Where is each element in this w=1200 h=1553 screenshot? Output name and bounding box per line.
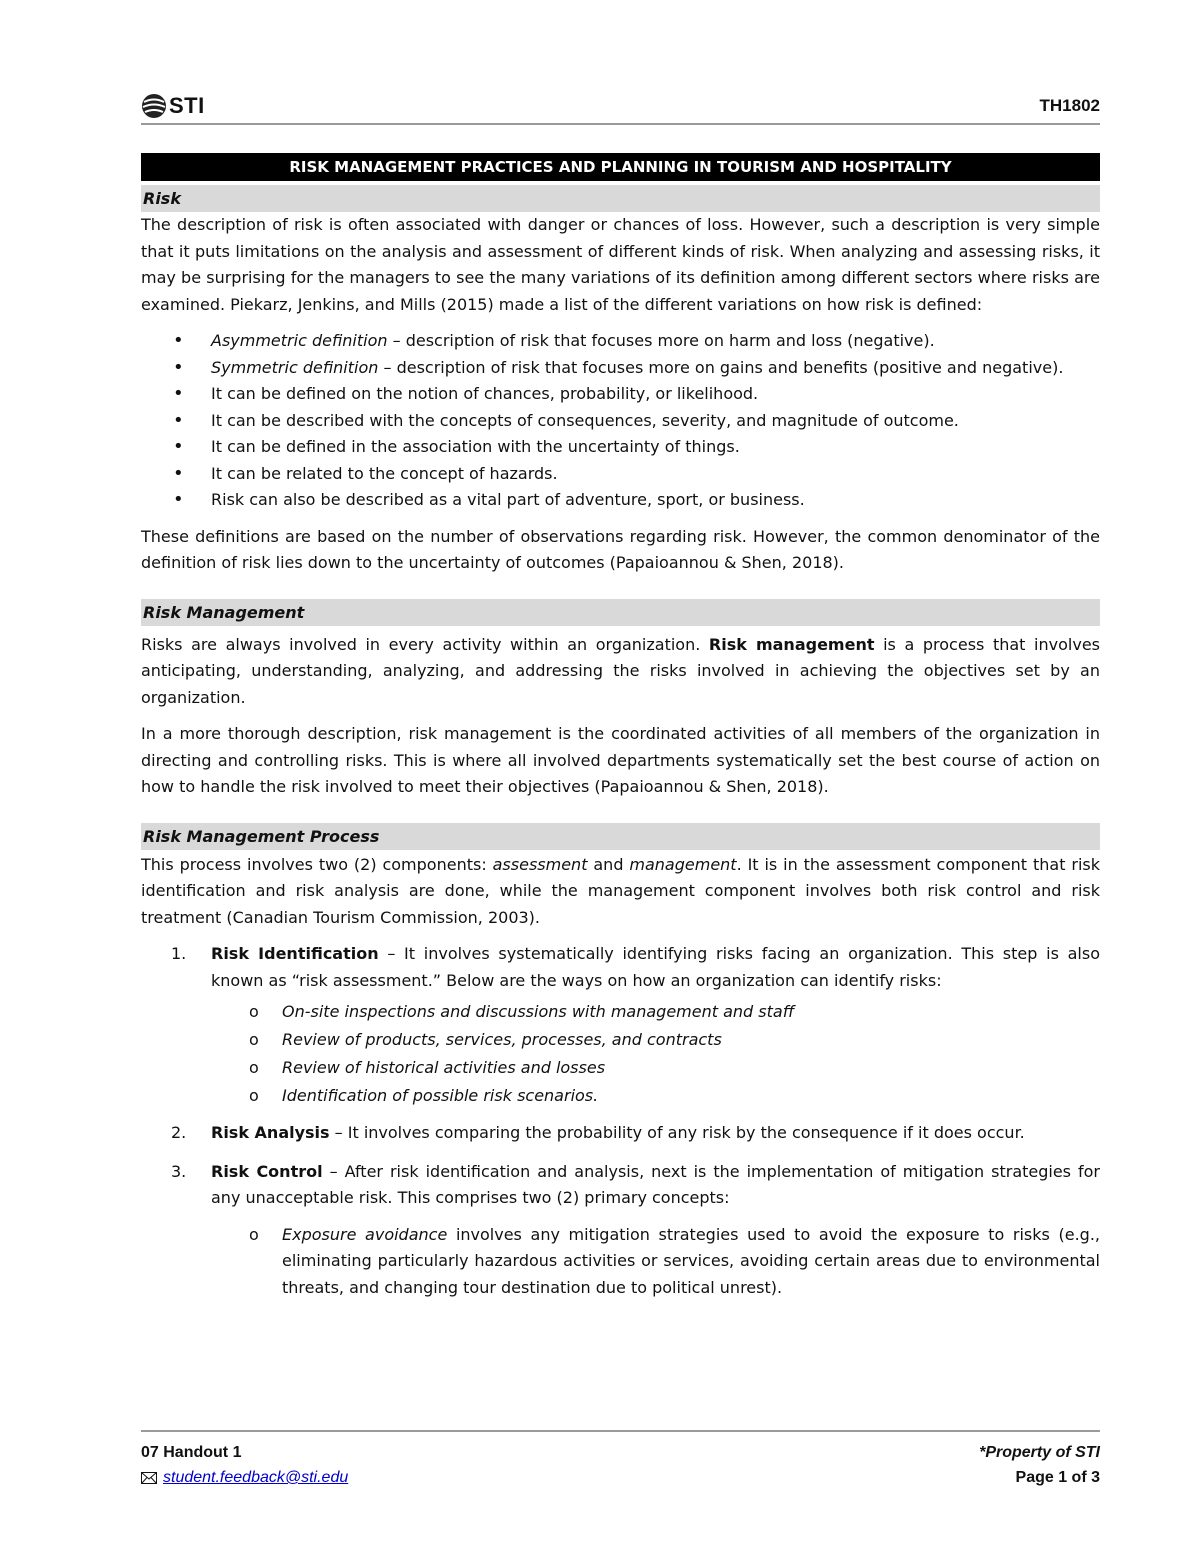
step-term: Risk Identification: [211, 944, 379, 963]
section-heading-risk-management: Risk Management: [141, 599, 1100, 626]
sub-item: [141, 1054, 1100, 1082]
process-intro-b: . It is in the assessment component that risk identification and risk analysis are done, while the management component involves both risk control and risk treatment (Canadian Tourism Commission, 2003).: [141, 854, 1101, 927]
footer-divider: [141, 1430, 1100, 1432]
definition-text: It can be related to the concept of hazards.: [211, 463, 558, 483]
property-label: *Property of STI: [979, 1444, 1100, 1461]
step-number: 3.: [171, 1161, 187, 1181]
risk-closing: These definitions are based on the number of observations regarding risk. However, the common denominator of the definition of risk lies down to the uncertainty of outcomes (Papaioannou & Shen, 2018).: [141, 526, 1100, 572]
course-code: TH1802: [1039, 96, 1100, 115]
step-risk-analysis: [141, 1120, 1100, 1147]
identification-methods-list: [141, 998, 1100, 1110]
header-divider: [141, 123, 1100, 125]
step-text: – It involves systematically identifying risks facing an organization. This step is also known as “risk assessment.” Below are the ways on how an organization can identify risks:: [211, 944, 1100, 990]
rm-p1-before: Risks are always involved in every activity within an organization.: [141, 634, 709, 654]
process-intro-assessment: assessment: [492, 854, 588, 874]
sub-bullet: o: [249, 1086, 259, 1105]
page-header: [141, 90, 1100, 122]
risk-definition-item: [141, 408, 1100, 435]
footer-left: [141, 1440, 348, 1490]
definition-text: It can be described with the concepts of consequences, severity, and magnitude of outcome.: [211, 410, 959, 430]
sub-bullet: o: [249, 1002, 259, 1021]
handout-label: 07 Handout 1: [141, 1444, 242, 1461]
sub-item-text: On-site inspections and discussions with management and staff: [282, 1002, 795, 1021]
sub-text: involves any mitigation strategies used to avoid the exposure to risks (e.g., eliminating particularly hazardous activities or services, avoiding certain areas due to environmental threats, and changing tour destination due to political unrest).: [282, 1224, 1101, 1297]
sub-item-text: Review of products, services, processes, and contracts: [282, 1030, 722, 1049]
sub-item-text: Review of historical activities and losses: [282, 1058, 606, 1077]
document-body: [141, 185, 1100, 1301]
sub-item-text: Identification of possible risk scenarios.: [282, 1086, 599, 1105]
step-risk-identification: [141, 941, 1100, 1110]
process-intro-a: This process involves two (2) components:: [141, 854, 493, 874]
risk-definition-item: [141, 461, 1100, 488]
definition-text: It can be defined on the notion of chances, probability, or likelihood.: [211, 384, 759, 403]
process-intro-and: and: [587, 854, 630, 874]
step-risk-control: [141, 1159, 1100, 1302]
section-heading-risk: Risk: [141, 185, 1100, 212]
step-text: – After risk identification and analysis, next is the implementation of mitigation strategies for any unacceptable risk. This comprises two (2) primary concepts:: [211, 1161, 1101, 1207]
definition-text: – description of risk that focuses more on harm and loss (negative).: [387, 331, 935, 350]
page-footer: [141, 1440, 1100, 1490]
risk-management-p2: In a more thorough description, risk management is the coordinated activities of all members of the organization in directing and controlling risks. This is where all involved departments systematically set the best course of action on how to handle the risk involved to meet their objectives (Papaioannou & Shen, 2018).: [141, 724, 1100, 796]
risk-definition-item: [141, 487, 1100, 514]
risk-management-p1: [141, 632, 1100, 712]
rm-p1-bold: Risk management: [708, 634, 875, 654]
risk-definition-item: [141, 381, 1100, 408]
definition-text: It can be defined in the association with the uncertainty of things.: [211, 437, 740, 456]
sub-bullet: o: [249, 1030, 259, 1049]
step-text: – It involves comparing the probability of any risk by the consequence if it does occur.: [329, 1123, 1025, 1142]
definition-text: – description of risk that focuses more on gains and benefits (positive and negative).: [378, 357, 1064, 377]
step-number: 2.: [171, 1123, 187, 1142]
process-steps: [141, 941, 1100, 1301]
definition-term: Symmetric definition: [211, 357, 379, 377]
page-number: Page 1 of 3: [1015, 1469, 1100, 1486]
risk-definition-item: [141, 434, 1100, 461]
sub-bullet: o: [249, 1058, 259, 1077]
feedback-email-link[interactable]: student.feedback@sti.edu: [163, 1469, 349, 1486]
sub-term: Exposure avoidance: [282, 1224, 448, 1244]
step-number: 1.: [171, 944, 187, 963]
risk-intro: The description of risk is often associated with danger or chances of loss. However, such a description is very simple that it puts limitations on the analysis and assessment of different kinds of risk. When analyzing and assessing risks, it may be surprising for the managers to see the many variations of its definition among different sectors where risks are examined. Piekarz, Jenkins, and Mills (2015) made a list of the different variations on how risk is defined:: [141, 215, 1100, 314]
logo-text: STI: [169, 93, 205, 118]
sti-logo: [141, 90, 205, 122]
risk-definition-item: [141, 355, 1100, 382]
step-term: Risk Control: [211, 1161, 323, 1181]
sub-item: [141, 1082, 1100, 1110]
definition-text: Risk can also be described as a vital part of adventure, sport, or business.: [211, 490, 805, 509]
process-intro-management: management: [629, 854, 737, 874]
definition-term: Asymmetric definition: [211, 331, 388, 350]
sub-bullet: o: [249, 1224, 259, 1244]
risk-definitions-list: [141, 328, 1100, 514]
section-heading-process: Risk Management Process: [141, 823, 1100, 850]
sub-item: [141, 1026, 1100, 1054]
envelope-icon: [141, 1472, 157, 1484]
risk-definition-item: [141, 328, 1100, 355]
email-line: [141, 1465, 348, 1490]
step-term: Risk Analysis: [211, 1123, 330, 1142]
document-title: RISK MANAGEMENT PRACTICES AND PLANNING IN TOURISM AND HOSPITALITY: [141, 153, 1100, 181]
process-intro: [141, 852, 1100, 932]
rm-p1-after: is a process that involves anticipating, understanding, analyzing, and addressing the risks involved in achieving the objectives set by an organization.: [141, 634, 1100, 707]
sub-item: [141, 998, 1100, 1026]
control-sub-item: [141, 1222, 1100, 1302]
footer-right: [979, 1440, 1100, 1490]
sti-logo-icon: [141, 93, 167, 119]
